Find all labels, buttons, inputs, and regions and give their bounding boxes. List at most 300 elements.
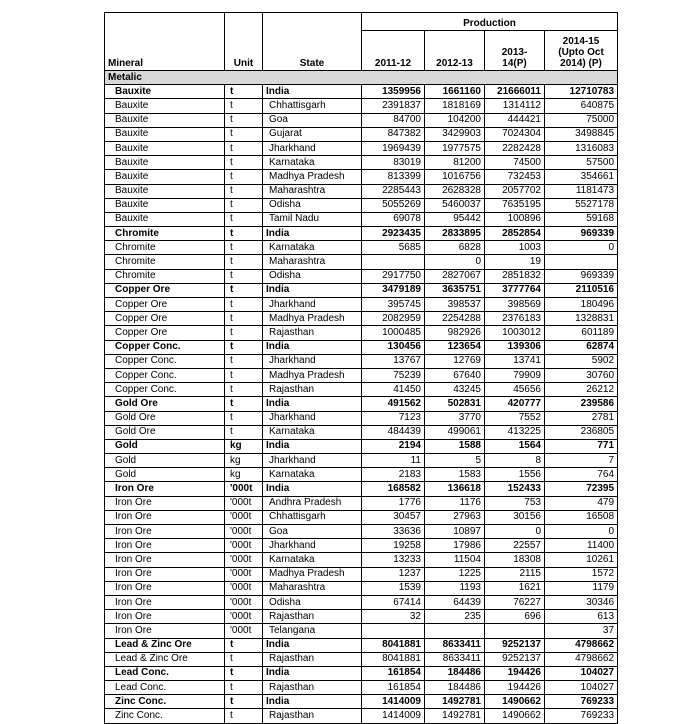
mineral-cell: Lead & Zinc Ore — [105, 638, 225, 652]
state-cell: India — [263, 666, 362, 680]
value-2013-14-cell: 1490662 — [485, 709, 545, 723]
value-2014-15-cell: 969339 — [545, 227, 618, 241]
value-2014-15-cell: 11400 — [545, 539, 618, 553]
state-cell: Jharkhand — [263, 539, 362, 553]
state-cell: Rajasthan — [263, 610, 362, 624]
mineral-cell: Zinc Conc. — [105, 695, 225, 709]
unit-cell: t — [225, 681, 263, 695]
table-row — [105, 510, 618, 524]
value-2011-12-cell: 8041881 — [362, 638, 425, 652]
mineral-cell: Iron Ore — [105, 482, 225, 496]
table-row — [105, 439, 618, 453]
value-2011-12-cell: 2194 — [362, 439, 425, 453]
unit-cell: t — [225, 227, 263, 241]
mineral-cell: Copper Conc. — [105, 340, 225, 354]
mineral-cell: Chromite — [105, 255, 225, 269]
value-2014-15-cell: 479 — [545, 496, 618, 510]
value-2011-12-cell: 2917750 — [362, 269, 425, 283]
value-2014-15-cell: 180496 — [545, 298, 618, 312]
value-2011-12-cell: 161854 — [362, 681, 425, 695]
value-2011-12-cell: 75239 — [362, 368, 425, 382]
state-cell: Rajasthan — [263, 652, 362, 666]
value-2014-15-cell: 769233 — [545, 695, 618, 709]
mineral-cell: Bauxite — [105, 99, 225, 113]
value-2012-13-cell: 2833895 — [425, 227, 485, 241]
value-2012-13-cell: 2827067 — [425, 269, 485, 283]
mineral-cell: Bauxite — [105, 141, 225, 155]
value-2011-12-cell: 5055269 — [362, 198, 425, 212]
value-2011-12-cell: 130456 — [362, 340, 425, 354]
value-2013-14-cell: 139306 — [485, 340, 545, 354]
value-2011-12-cell: 11 — [362, 454, 425, 468]
unit-cell: t — [225, 156, 263, 170]
value-2014-15-cell: 5902 — [545, 354, 618, 368]
value-2014-15-cell: 5527178 — [545, 198, 618, 212]
table-row — [105, 269, 618, 283]
value-2012-13-cell: 95442 — [425, 212, 485, 226]
unit-cell: kg — [225, 454, 263, 468]
state-cell: Gujarat — [263, 127, 362, 141]
state-cell: Goa — [263, 113, 362, 127]
table-row — [105, 198, 618, 212]
value-2012-13-cell: 502831 — [425, 397, 485, 411]
value-2013-14-cell: 1564 — [485, 439, 545, 453]
unit-cell: t — [225, 269, 263, 283]
unit-cell: t — [225, 255, 263, 269]
mineral-cell: Iron Ore — [105, 539, 225, 553]
value-2012-13-cell: 499061 — [425, 425, 485, 439]
value-2011-12-cell: 2391837 — [362, 99, 425, 113]
value-2014-15-cell: 10261 — [545, 553, 618, 567]
table-row — [105, 340, 618, 354]
value-2012-13-cell: 1661160 — [425, 85, 485, 99]
production-header: Production — [362, 13, 618, 31]
value-2011-12-cell: 1539 — [362, 581, 425, 595]
mineral-cell: Gold Ore — [105, 411, 225, 425]
value-2014-15-cell: 57500 — [545, 156, 618, 170]
state-cell: Andhra Pradesh — [263, 496, 362, 510]
mineral-cell: Copper Conc. — [105, 368, 225, 382]
value-2012-13-cell: 1588 — [425, 439, 485, 453]
state-cell: Rajasthan — [263, 709, 362, 723]
value-2013-14-cell: 45656 — [485, 383, 545, 397]
mineral-cell: Iron Ore — [105, 496, 225, 510]
table-row — [105, 113, 618, 127]
state-cell: Jharkhand — [263, 454, 362, 468]
unit-cell: t — [225, 241, 263, 255]
value-2011-12-cell: 2285443 — [362, 184, 425, 198]
value-2013-14-cell — [485, 624, 545, 638]
value-2011-12-cell: 1237 — [362, 567, 425, 581]
table-row — [105, 567, 618, 581]
value-2011-12-cell: 491562 — [362, 397, 425, 411]
unit-cell: '000t — [225, 496, 263, 510]
value-2011-12-cell: 32 — [362, 610, 425, 624]
table-row — [105, 539, 618, 553]
state-cell: India — [263, 85, 362, 99]
value-2014-15-cell: 3498845 — [545, 127, 618, 141]
col-header-2014-15: 2014-15 (Upto Oct 2014) (P) — [545, 31, 618, 71]
value-2014-15-cell: 1572 — [545, 567, 618, 581]
state-cell: Karnataka — [263, 553, 362, 567]
mineral-cell: Gold — [105, 468, 225, 482]
value-2012-13-cell: 1176 — [425, 496, 485, 510]
unit-cell: t — [225, 127, 263, 141]
state-cell: Madhya Pradesh — [263, 567, 362, 581]
state-cell: India — [263, 695, 362, 709]
table-row — [105, 595, 618, 609]
mineral-cell: Iron Ore — [105, 525, 225, 539]
value-2013-14-cell: 7635195 — [485, 198, 545, 212]
table-row — [105, 298, 618, 312]
value-2011-12-cell: 1359956 — [362, 85, 425, 99]
mineral-cell: Chromite — [105, 227, 225, 241]
state-cell: India — [263, 283, 362, 297]
unit-cell: t — [225, 695, 263, 709]
unit-cell: t — [225, 666, 263, 680]
value-2012-13-cell: 2254288 — [425, 312, 485, 326]
value-2012-13-cell: 235 — [425, 610, 485, 624]
unit-cell: '000t — [225, 553, 263, 567]
value-2013-14-cell: 2282428 — [485, 141, 545, 155]
state-cell: Karnataka — [263, 468, 362, 482]
mineral-cell: Bauxite — [105, 212, 225, 226]
value-2012-13-cell: 982926 — [425, 326, 485, 340]
unit-cell: '000t — [225, 539, 263, 553]
value-2014-15-cell: 30760 — [545, 368, 618, 382]
state-cell: Odisha — [263, 595, 362, 609]
mineral-cell: Copper Ore — [105, 283, 225, 297]
unit-cell: '000t — [225, 510, 263, 524]
value-2012-13-cell: 184486 — [425, 681, 485, 695]
value-2013-14-cell: 1621 — [485, 581, 545, 595]
value-2012-13-cell: 5 — [425, 454, 485, 468]
value-2012-13-cell: 27963 — [425, 510, 485, 524]
state-cell: Telangana — [263, 624, 362, 638]
value-2011-12-cell: 1000485 — [362, 326, 425, 340]
value-2013-14-cell: 22557 — [485, 539, 545, 553]
value-2011-12-cell — [362, 624, 425, 638]
value-2013-14-cell: 3777764 — [485, 283, 545, 297]
value-2011-12-cell: 8041881 — [362, 652, 425, 666]
value-2013-14-cell: 7024304 — [485, 127, 545, 141]
mineral-cell: Bauxite — [105, 113, 225, 127]
production-table — [104, 12, 618, 724]
value-2013-14-cell: 1003012 — [485, 326, 545, 340]
value-2014-15-cell: 30346 — [545, 595, 618, 609]
table-row — [105, 85, 618, 99]
value-2013-14-cell: 74500 — [485, 156, 545, 170]
value-2013-14-cell: 420777 — [485, 397, 545, 411]
value-2011-12-cell: 13233 — [362, 553, 425, 567]
unit-cell: t — [225, 312, 263, 326]
value-2013-14-cell: 100896 — [485, 212, 545, 226]
value-2013-14-cell: 19 — [485, 255, 545, 269]
state-cell: India — [263, 482, 362, 496]
table-row — [105, 638, 618, 652]
unit-cell: t — [225, 411, 263, 425]
value-2012-13-cell: 398537 — [425, 298, 485, 312]
value-2014-15-cell: 769233 — [545, 709, 618, 723]
value-2013-14-cell: 444421 — [485, 113, 545, 127]
section-label: Metalic — [105, 71, 618, 85]
value-2013-14-cell: 2851832 — [485, 269, 545, 283]
value-2014-15-cell: 26212 — [545, 383, 618, 397]
table-row — [105, 156, 618, 170]
value-2014-15-cell: 1181473 — [545, 184, 618, 198]
state-cell: Chhattisgarh — [263, 510, 362, 524]
state-cell: Rajasthan — [263, 326, 362, 340]
unit-cell: t — [225, 652, 263, 666]
unit-cell: t — [225, 397, 263, 411]
value-2014-15-cell: 239586 — [545, 397, 618, 411]
col-header-mineral: Mineral — [105, 31, 225, 71]
mineral-cell: Iron Ore — [105, 581, 225, 595]
value-2014-15-cell: 72395 — [545, 482, 618, 496]
col-header-2012-13: 2012-13 — [425, 31, 485, 71]
value-2014-15-cell: 236805 — [545, 425, 618, 439]
col-header-2013-14: 2013- 14(P) — [485, 31, 545, 71]
value-2014-15-cell: 1328831 — [545, 312, 618, 326]
mineral-cell: Gold — [105, 454, 225, 468]
value-2011-12-cell: 2923435 — [362, 227, 425, 241]
table-row — [105, 383, 618, 397]
mineral-cell: Bauxite — [105, 184, 225, 198]
table-row — [105, 496, 618, 510]
value-2011-12-cell: 13767 — [362, 354, 425, 368]
value-2012-13-cell: 67640 — [425, 368, 485, 382]
value-2014-15-cell: 1316083 — [545, 141, 618, 155]
value-2014-15-cell — [545, 255, 618, 269]
state-cell: Tamil Nadu — [263, 212, 362, 226]
unit-cell: t — [225, 340, 263, 354]
state-cell: Karnataka — [263, 425, 362, 439]
unit-cell: t — [225, 184, 263, 198]
state-cell: Maharashtra — [263, 255, 362, 269]
table-row — [105, 666, 618, 680]
mineral-cell: Iron Ore — [105, 510, 225, 524]
value-2011-12-cell: 161854 — [362, 666, 425, 680]
value-2012-13-cell: 6828 — [425, 241, 485, 255]
value-2014-15-cell: 613 — [545, 610, 618, 624]
mineral-cell: Bauxite — [105, 170, 225, 184]
unit-cell: t — [225, 326, 263, 340]
value-2013-14-cell: 13741 — [485, 354, 545, 368]
unit-cell: t — [225, 170, 263, 184]
value-2013-14-cell: 732453 — [485, 170, 545, 184]
table-row — [105, 411, 618, 425]
table-row — [105, 397, 618, 411]
value-2012-13-cell: 10897 — [425, 525, 485, 539]
unit-cell: '000t — [225, 525, 263, 539]
unit-cell: t — [225, 283, 263, 297]
value-2011-12-cell: 2183 — [362, 468, 425, 482]
value-2012-13-cell: 1492781 — [425, 695, 485, 709]
value-2011-12-cell: 5685 — [362, 241, 425, 255]
state-cell: Madhya Pradesh — [263, 312, 362, 326]
table-row — [105, 127, 618, 141]
mineral-cell: Copper Ore — [105, 326, 225, 340]
state-cell: Karnataka — [263, 241, 362, 255]
mineral-cell: Zinc Conc. — [105, 709, 225, 723]
value-2012-13-cell: 12769 — [425, 354, 485, 368]
value-2012-13-cell: 1818169 — [425, 99, 485, 113]
table-row — [105, 525, 618, 539]
value-2011-12-cell: 83019 — [362, 156, 425, 170]
value-2013-14-cell: 194426 — [485, 666, 545, 680]
value-2014-15-cell: 2110516 — [545, 283, 618, 297]
value-2013-14-cell: 8 — [485, 454, 545, 468]
value-2014-15-cell: 1179 — [545, 581, 618, 595]
unit-cell: t — [225, 212, 263, 226]
value-2014-15-cell: 104027 — [545, 666, 618, 680]
value-2011-12-cell: 1776 — [362, 496, 425, 510]
value-2013-14-cell: 753 — [485, 496, 545, 510]
state-cell: Maharashtra — [263, 581, 362, 595]
col-header-state: State — [263, 31, 362, 71]
unit-cell: t — [225, 709, 263, 723]
state-cell: Odisha — [263, 269, 362, 283]
value-2013-14-cell: 9252137 — [485, 638, 545, 652]
value-2012-13-cell: 1492781 — [425, 709, 485, 723]
value-2011-12-cell: 30457 — [362, 510, 425, 524]
state-cell: Jharkhand — [263, 354, 362, 368]
value-2013-14-cell: 1490662 — [485, 695, 545, 709]
value-2014-15-cell: 969339 — [545, 269, 618, 283]
value-2014-15-cell: 640875 — [545, 99, 618, 113]
mineral-cell: Iron Ore — [105, 624, 225, 638]
col-header-2011-12: 2011-12 — [362, 31, 425, 71]
value-2014-15-cell: 0 — [545, 525, 618, 539]
unit-cell: t — [225, 368, 263, 382]
mineral-cell: Lead Conc. — [105, 681, 225, 695]
state-cell: Madhya Pradesh — [263, 368, 362, 382]
value-2012-13-cell: 1193 — [425, 581, 485, 595]
table-row — [105, 553, 618, 567]
value-2012-13-cell: 123654 — [425, 340, 485, 354]
value-2012-13-cell: 1583 — [425, 468, 485, 482]
unit-cell: kg — [225, 439, 263, 453]
table-row — [105, 255, 618, 269]
table-row — [105, 141, 618, 155]
value-2013-14-cell: 2057702 — [485, 184, 545, 198]
mineral-cell: Gold Ore — [105, 425, 225, 439]
state-cell: Rajasthan — [263, 383, 362, 397]
unit-cell: t — [225, 113, 263, 127]
value-2011-12-cell: 2082959 — [362, 312, 425, 326]
value-2014-15-cell: 7 — [545, 454, 618, 468]
value-2012-13-cell: 11504 — [425, 553, 485, 567]
state-cell: India — [263, 439, 362, 453]
mineral-cell: Iron Ore — [105, 610, 225, 624]
value-2012-13-cell: 2628328 — [425, 184, 485, 198]
table-row — [105, 368, 618, 382]
table-row — [105, 227, 618, 241]
value-2013-14-cell: 2115 — [485, 567, 545, 581]
unit-cell: t — [225, 298, 263, 312]
value-2013-14-cell: 696 — [485, 610, 545, 624]
mineral-cell: Bauxite — [105, 85, 225, 99]
value-2012-13-cell: 5460037 — [425, 198, 485, 212]
value-2011-12-cell: 19258 — [362, 539, 425, 553]
value-2014-15-cell: 12710783 — [545, 85, 618, 99]
value-2014-15-cell: 62874 — [545, 340, 618, 354]
unit-cell: '000t — [225, 595, 263, 609]
state-cell: Madhya Pradesh — [263, 170, 362, 184]
value-2012-13-cell — [425, 624, 485, 638]
unit-cell: t — [225, 141, 263, 155]
value-2014-15-cell: 104027 — [545, 681, 618, 695]
mineral-cell: Copper Ore — [105, 312, 225, 326]
unit-cell: '000t — [225, 624, 263, 638]
table-row — [105, 425, 618, 439]
value-2013-14-cell: 30156 — [485, 510, 545, 524]
state-cell: Jharkhand — [263, 298, 362, 312]
value-2012-13-cell: 3635751 — [425, 283, 485, 297]
value-2013-14-cell: 79909 — [485, 368, 545, 382]
value-2013-14-cell: 2852854 — [485, 227, 545, 241]
unit-cell: t — [225, 354, 263, 368]
section-row — [105, 71, 618, 85]
state-cell: Karnataka — [263, 156, 362, 170]
unit-cell: '000t — [225, 482, 263, 496]
value-2011-12-cell: 484439 — [362, 425, 425, 439]
value-2012-13-cell: 81200 — [425, 156, 485, 170]
unit-cell: t — [225, 198, 263, 212]
table-row — [105, 610, 618, 624]
unit-cell: '000t — [225, 567, 263, 581]
table-row — [105, 170, 618, 184]
value-2011-12-cell: 3479189 — [362, 283, 425, 297]
value-2013-14-cell: 21666011 — [485, 85, 545, 99]
state-cell: Maharashtra — [263, 184, 362, 198]
table-row — [105, 212, 618, 226]
unit-cell: t — [225, 99, 263, 113]
mineral-cell: Lead & Zinc Ore — [105, 652, 225, 666]
state-cell: India — [263, 397, 362, 411]
value-2011-12-cell: 847382 — [362, 127, 425, 141]
unit-cell: t — [225, 85, 263, 99]
value-2014-15-cell: 2781 — [545, 411, 618, 425]
value-2011-12-cell: 1414009 — [362, 709, 425, 723]
value-2014-15-cell: 4798662 — [545, 638, 618, 652]
value-2013-14-cell: 152433 — [485, 482, 545, 496]
header-blank-mineral — [105, 13, 225, 31]
value-2013-14-cell: 1003 — [485, 241, 545, 255]
value-2013-14-cell: 194426 — [485, 681, 545, 695]
table-row — [105, 184, 618, 198]
value-2013-14-cell: 1556 — [485, 468, 545, 482]
state-cell: Odisha — [263, 198, 362, 212]
table-row — [105, 326, 618, 340]
value-2013-14-cell: 2376183 — [485, 312, 545, 326]
state-cell: Goa — [263, 525, 362, 539]
mineral-cell: Copper Conc. — [105, 383, 225, 397]
value-2013-14-cell: 1314112 — [485, 99, 545, 113]
value-2011-12-cell: 33636 — [362, 525, 425, 539]
value-2014-15-cell: 37 — [545, 624, 618, 638]
value-2012-13-cell: 1016756 — [425, 170, 485, 184]
mineral-cell: Bauxite — [105, 156, 225, 170]
value-2012-13-cell: 8633411 — [425, 638, 485, 652]
value-2011-12-cell: 69078 — [362, 212, 425, 226]
mineral-cell: Bauxite — [105, 127, 225, 141]
value-2012-13-cell: 0 — [425, 255, 485, 269]
table-row — [105, 581, 618, 595]
value-2011-12-cell: 41450 — [362, 383, 425, 397]
table-row — [105, 482, 618, 496]
value-2013-14-cell: 9252137 — [485, 652, 545, 666]
